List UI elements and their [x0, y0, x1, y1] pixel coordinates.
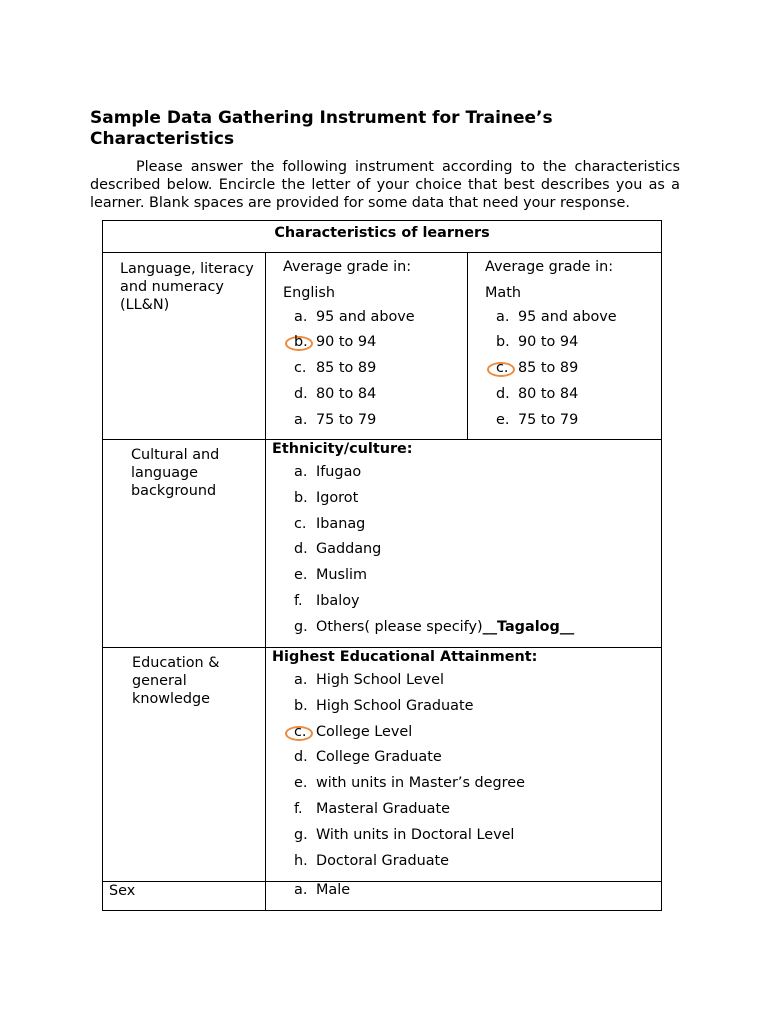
option-letter: a. — [294, 411, 308, 428]
table-header: Characteristics of learners — [103, 221, 662, 253]
option-label: 90 to 94 — [316, 334, 377, 351]
option-item — [266, 486, 661, 512]
option-text — [316, 694, 473, 720]
option-label: 90 to 94 — [518, 334, 579, 351]
option-label: 80 to 84 — [316, 385, 377, 402]
option-label: Muslim — [316, 567, 368, 584]
option-label: 75 to 79 — [518, 411, 579, 428]
option-letter: c. — [294, 515, 307, 532]
option-item — [266, 745, 661, 771]
option-text — [518, 356, 578, 382]
option-text — [316, 615, 574, 641]
option-item — [266, 408, 467, 434]
option-item — [468, 382, 661, 408]
math-heading: Average grade in: — [485, 259, 614, 275]
option-text — [316, 305, 415, 331]
ethnicity-options — [266, 460, 661, 641]
option-text — [518, 305, 617, 331]
option-letter: b. — [294, 334, 308, 351]
sex-label-cell — [103, 882, 266, 911]
option-label: Gaddang — [316, 541, 382, 558]
ethnicity-heading: Ethnicity/culture: — [272, 441, 413, 457]
option-label: Ibanag — [316, 515, 366, 532]
education-cell — [266, 648, 662, 882]
option-text — [316, 537, 381, 563]
instructions-text: Please answer the following instrument according to the characteristics described below. Encircle the letter of your choice that best describes you as a learner. Blank spaces are provided for some data that need your response. — [90, 159, 680, 211]
option-text — [518, 330, 578, 356]
document-title: Sample Data Gathering Instrument for Trainee’s Characteristics — [90, 108, 553, 149]
characteristics-table — [102, 220, 662, 911]
option-letter: b. — [496, 334, 510, 351]
option-letter: d. — [496, 385, 510, 402]
option-item — [266, 694, 661, 720]
option-text — [316, 668, 444, 694]
option-label: Masteral Graduate — [316, 800, 450, 817]
option-label: 85 to 89 — [316, 360, 377, 377]
option-item — [266, 615, 661, 641]
option-label: High School Graduate — [316, 697, 474, 714]
option-item — [266, 537, 661, 563]
option-item — [266, 589, 661, 615]
option-item — [468, 330, 661, 356]
education-label-cell — [103, 648, 266, 882]
option-text — [316, 589, 360, 615]
option-item — [266, 460, 661, 486]
option-item — [266, 356, 467, 382]
option-letter: a. — [496, 308, 510, 325]
option-text — [316, 797, 450, 823]
sex-cell — [266, 882, 662, 911]
math-subject: Math — [485, 284, 521, 301]
option-text — [518, 408, 578, 434]
option-label: Ibaloy — [316, 592, 360, 609]
option-text — [316, 878, 350, 904]
culture-label-cell — [103, 440, 266, 648]
option-text — [316, 823, 514, 849]
option-text — [316, 330, 376, 356]
option-letter: g. — [294, 826, 308, 843]
option-letter: h. — [294, 852, 308, 869]
option-letter: d. — [294, 541, 308, 558]
option-item — [468, 305, 661, 331]
option-item — [266, 823, 661, 849]
option-label: Male — [316, 882, 351, 898]
option-text — [518, 382, 578, 408]
option-letter: c. — [496, 360, 509, 377]
option-text — [316, 382, 376, 408]
math-options — [468, 305, 661, 434]
option-item — [266, 512, 661, 538]
option-text — [316, 849, 449, 875]
option-letter: e. — [294, 567, 308, 584]
option-letter: a. — [294, 882, 308, 898]
lln-label: Language, literacy and numeracy (LL&N) — [120, 261, 254, 313]
option-label: High School Level — [316, 672, 444, 688]
option-text — [316, 356, 376, 382]
option-letter: b. — [294, 489, 308, 506]
education-label: Education & general knowledge — [132, 655, 220, 707]
option-letter: f. — [294, 800, 303, 817]
option-text — [316, 408, 376, 434]
option-text — [316, 486, 358, 512]
option-label: Doctoral Graduate — [316, 852, 450, 869]
option-text — [316, 512, 365, 538]
option-text — [316, 720, 412, 746]
option-label: With units in Doctoral Level — [316, 826, 515, 843]
option-letter: c. — [294, 723, 307, 740]
sex-label: Sex — [109, 883, 136, 899]
education-heading: Highest Educational Attainment: — [272, 649, 538, 665]
option-letter: d. — [294, 749, 308, 766]
option-label: College Level — [316, 723, 413, 740]
option-item — [266, 305, 467, 331]
sex-options — [266, 878, 661, 904]
option-item — [266, 720, 661, 746]
option-letter: b. — [294, 697, 308, 714]
option-letter: a. — [294, 464, 308, 480]
option-item — [468, 356, 661, 382]
option-letter: c. — [294, 360, 307, 377]
option-item — [266, 771, 661, 797]
lln-label-cell — [103, 253, 266, 440]
option-label: with units in Master’s degree — [316, 775, 525, 792]
culture-label: Cultural and language background — [131, 447, 220, 499]
option-label: Ifugao — [316, 464, 362, 480]
option-label: Igorot — [316, 489, 359, 506]
option-item — [266, 849, 661, 875]
english-grade-cell — [266, 253, 468, 440]
option-item — [468, 408, 661, 434]
math-grade-cell — [468, 253, 662, 440]
option-label: 80 to 84 — [518, 385, 579, 402]
option-letter: g. — [294, 618, 308, 635]
option-text — [316, 745, 442, 771]
english-heading: Average grade in: — [283, 259, 412, 275]
education-options — [266, 668, 661, 874]
option-item — [266, 797, 661, 823]
option-label: College Graduate — [316, 749, 442, 766]
option-text — [316, 460, 361, 486]
english-subject: English — [283, 284, 335, 301]
option-item — [266, 668, 661, 694]
option-item — [266, 878, 661, 904]
option-letter: d. — [294, 385, 308, 402]
option-letter: f. — [294, 592, 303, 609]
english-options — [266, 305, 467, 434]
option-letter: e. — [496, 411, 510, 428]
instructions-paragraph — [90, 158, 680, 212]
option-text — [316, 771, 525, 797]
option-label: Others( please specify) — [316, 618, 483, 635]
option-letter: a. — [294, 672, 308, 688]
option-item — [266, 382, 467, 408]
option-label: 75 to 79 — [316, 411, 377, 428]
option-item — [266, 330, 467, 356]
option-item — [266, 563, 661, 589]
ethnicity-cell — [266, 440, 662, 648]
option-letter: a. — [294, 308, 308, 325]
written-answer: __Tagalog__ — [482, 618, 575, 635]
option-label: 95 and above — [518, 308, 617, 325]
option-label: 95 and above — [316, 308, 415, 325]
option-label: 85 to 89 — [518, 360, 579, 377]
option-text — [316, 563, 367, 589]
option-letter: e. — [294, 775, 308, 792]
